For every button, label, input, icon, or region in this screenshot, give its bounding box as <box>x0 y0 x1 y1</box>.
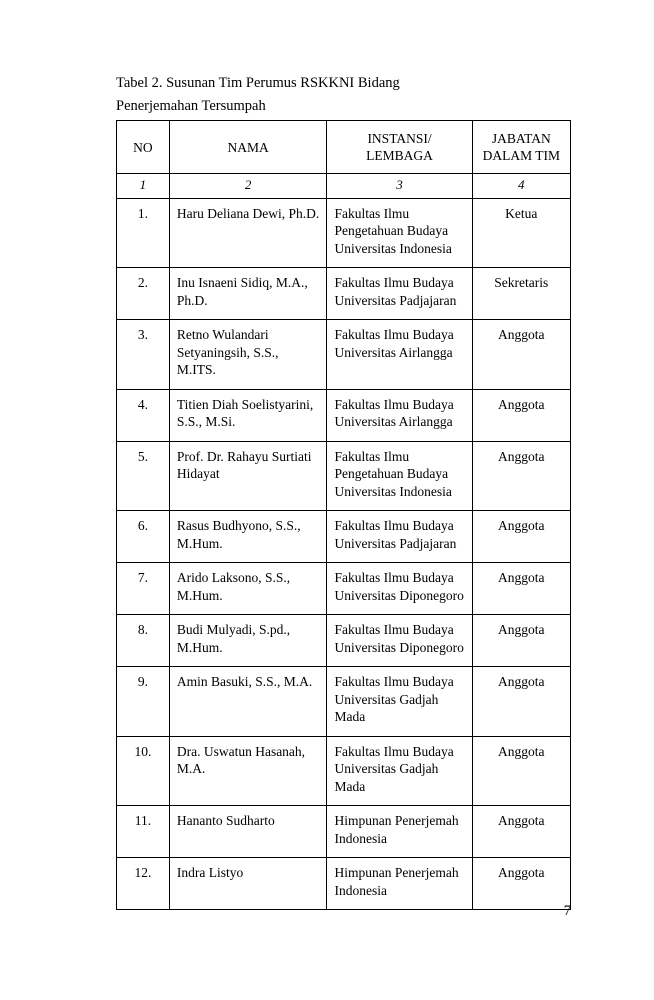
table-row <box>117 198 571 268</box>
table-header-row <box>117 121 571 174</box>
row-nama: Prof. Dr. Rahayu Surtiati Hidayat <box>169 441 327 511</box>
header-no: NO <box>117 121 170 174</box>
row-no: 12. <box>117 858 170 910</box>
table-head <box>117 121 571 174</box>
row-instansi: Fakultas Ilmu Budaya Universitas Padjajaran <box>327 511 472 563</box>
row-jabatan: Anggota <box>472 615 570 667</box>
row-instansi: Fakultas Ilmu Budaya Universitas Diponegoro <box>327 563 472 615</box>
row-no: 9. <box>117 667 170 737</box>
table-row <box>117 320 571 390</box>
column-number-2: 2 <box>169 174 327 199</box>
row-jabatan: Anggota <box>472 511 570 563</box>
row-nama: Haru Deliana Dewi, Ph.D. <box>169 198 327 268</box>
row-no: 3. <box>117 320 170 390</box>
row-no: 8. <box>117 615 170 667</box>
table-row <box>117 858 571 910</box>
row-nama: Inu Isnaeni Sidiq, M.A., Ph.D. <box>169 268 327 320</box>
row-instansi: Fakultas Ilmu Budaya Universitas Padjajaran <box>327 268 472 320</box>
row-instansi: Fakultas Ilmu Budaya Universitas Diponegoro <box>327 615 472 667</box>
row-jabatan: Ketua <box>472 198 570 268</box>
row-instansi: Fakultas Ilmu Pengetahuan Budaya Universitas Indonesia <box>327 198 472 268</box>
row-instansi: Fakultas Ilmu Budaya Universitas Airlangga <box>327 320 472 390</box>
row-no: 1. <box>117 198 170 268</box>
row-no: 4. <box>117 389 170 441</box>
column-number-1: 1 <box>117 174 170 199</box>
row-instansi: Fakultas Ilmu Budaya Universitas Gadjah Mada <box>327 667 472 737</box>
table-row <box>117 563 571 615</box>
header-jabatan <box>472 121 570 174</box>
header-jabatan-line-1: JABATAN <box>491 131 551 146</box>
row-jabatan: Anggota <box>472 441 570 511</box>
row-no: 6. <box>117 511 170 563</box>
row-jabatan: Anggota <box>472 858 570 910</box>
header-instansi <box>327 121 472 174</box>
table-caption-line-1: Tabel 2. Susunan Tim Perumus RSKKNI Bidang <box>116 75 400 91</box>
column-number-row <box>117 174 571 199</box>
table-row <box>117 441 571 511</box>
table-row <box>117 389 571 441</box>
table-row <box>117 667 571 737</box>
header-nama: NAMA <box>169 121 327 174</box>
row-instansi: Fakultas Ilmu Pengetahuan Budaya Universitas Indonesia <box>327 441 472 511</box>
table-row <box>117 806 571 858</box>
row-instansi: Fakultas Ilmu Budaya Universitas Airlangga <box>327 389 472 441</box>
table-row <box>117 511 571 563</box>
row-no: 5. <box>117 441 170 511</box>
row-nama: Dra. Uswatun Hasanah, M.A. <box>169 736 327 806</box>
team-composition-table <box>116 120 571 910</box>
row-instansi: Himpunan Penerjemah Indonesia <box>327 858 472 910</box>
row-jabatan: Sekretaris <box>472 268 570 320</box>
column-number-3: 3 <box>327 174 472 199</box>
table-row <box>117 736 571 806</box>
row-nama: Titien Diah Soelistyarini, S.S., M.Si. <box>169 389 327 441</box>
row-jabatan: Anggota <box>472 806 570 858</box>
row-instansi: Himpunan Penerjemah Indonesia <box>327 806 472 858</box>
row-jabatan: Anggota <box>472 320 570 390</box>
row-nama: Retno Wulandari Setyaningsih, S.S., M.ITS. <box>169 320 327 390</box>
row-nama: Rasus Budhyono, S.S., M.Hum. <box>169 511 327 563</box>
row-nama: Arido Laksono, S.S., M.Hum. <box>169 563 327 615</box>
row-jabatan: Anggota <box>472 736 570 806</box>
header-jabatan-line-2: DALAM TIM <box>482 148 560 163</box>
page-number: 7 <box>563 903 571 919</box>
table-caption-line-2: Penerjemahan Tersumpah <box>116 98 266 114</box>
table-row <box>117 615 571 667</box>
table-body <box>117 174 571 910</box>
row-instansi: Fakultas Ilmu Budaya Universitas Gadjah Mada <box>327 736 472 806</box>
row-jabatan: Anggota <box>472 563 570 615</box>
row-nama: Budi Mulyadi, S.pd., M.Hum. <box>169 615 327 667</box>
row-no: 10. <box>117 736 170 806</box>
row-jabatan: Anggota <box>472 389 570 441</box>
column-number-4: 4 <box>472 174 570 199</box>
row-no: 7. <box>117 563 170 615</box>
row-no: 2. <box>117 268 170 320</box>
row-no: 11. <box>117 806 170 858</box>
row-nama: Indra Listyo <box>169 858 327 910</box>
row-jabatan: Anggota <box>472 667 570 737</box>
table-row <box>117 268 571 320</box>
header-instansi-line-1: INSTANSI/ <box>367 131 432 146</box>
header-instansi-line-2: LEMBAGA <box>366 148 433 163</box>
row-nama: Hananto Sudharto <box>169 806 327 858</box>
row-nama: Amin Basuki, S.S., M.A. <box>169 667 327 737</box>
table-caption <box>116 72 536 118</box>
